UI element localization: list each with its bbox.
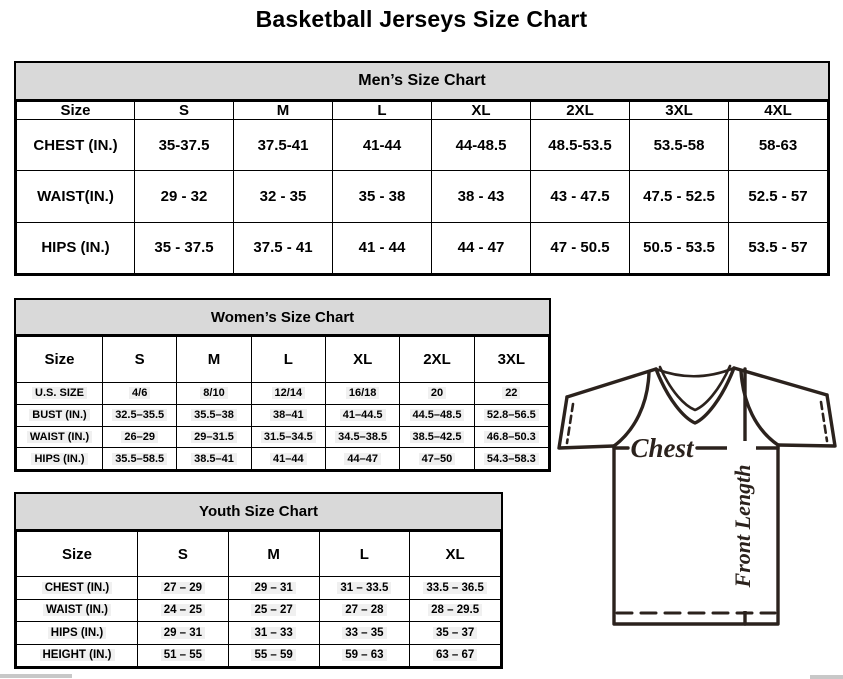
value-cell [234,222,333,273]
column-header-l: L [333,102,432,120]
value-cell [103,404,177,426]
value-cell [325,448,399,470]
row-label: HEIGHT (IN.) [40,649,115,661]
value-cell [410,577,501,600]
column-header-4xl: 4XL [729,102,828,120]
table-row [17,383,549,405]
value-cell [333,171,432,222]
mens-size-chart [14,61,830,276]
value-cell [228,622,319,645]
jersey-collar-top-arc [656,368,734,376]
value-cell [138,622,229,645]
value-cell [432,171,531,222]
value-text: 27 – 28 [342,604,386,616]
value-cell [531,222,630,273]
value-cell [135,120,234,171]
page-title: Basketball Jerseys Size Chart [255,6,588,32]
value-text: 33.5 – 36.5 [423,582,487,594]
value-text: 38–41 [270,409,307,421]
value-text: 34.5–38.5 [335,431,390,443]
row-label-cell [17,644,138,667]
jersey-left-shoulder [567,369,656,397]
value-text: 29 – 31 [251,582,295,594]
row-label: HIPS (IN.) [31,453,87,465]
value-cell [432,222,531,273]
value-cell [234,171,333,222]
value-text: 29 – 31 [161,627,205,639]
value-text: 53.5-58 [653,136,705,154]
column-header-xl: XL [410,532,501,577]
row-label-cell [17,383,103,405]
value-cell [228,644,319,667]
womens-size-chart-title: Women’s Size Chart [16,300,549,336]
row-label: CHEST (IN.) [33,136,118,154]
jersey-right-cuff-dashes [821,402,827,441]
value-cell [325,404,399,426]
column-header-xl: XL [432,102,531,120]
value-cell [228,577,319,600]
value-text: 48.5-53.5 [548,136,612,154]
size-header-row [17,102,828,120]
value-cell [319,622,410,645]
value-cell [410,644,501,667]
mens-size-chart-title: Men’s Size Chart [16,63,828,101]
row-label-cell [17,622,138,645]
value-text: 16/18 [346,387,380,399]
scrollbar-fragment-left [0,674,72,678]
table-row [17,577,501,600]
column-header-3xl: 3XL [474,337,548,383]
value-text: 41–44.5 [340,409,386,421]
column-header-m: M [177,337,251,383]
value-text: 31.5–34.5 [261,431,316,443]
value-cell [103,426,177,448]
row-label: WAIST (IN.) [43,604,111,616]
row-label-cell [17,171,135,222]
value-text: 47 - 50.5 [550,239,610,257]
row-label: HIPS (IN.) [48,627,106,639]
row-label: WAIST(IN.) [37,187,114,205]
chest-label: Chest [630,433,694,463]
value-text: 22 [502,387,520,399]
value-text: 33 – 35 [342,627,386,639]
womens-size-chart [14,298,551,472]
column-header-l: L [319,532,410,577]
row-label-cell [17,426,103,448]
value-text: 8/10 [200,387,227,399]
size-label-cell: Size [17,532,138,577]
row-label: U.S. SIZE [32,387,87,399]
value-text: 51 – 55 [161,649,205,661]
value-text: 59 – 63 [342,649,386,661]
row-label: CHEST (IN.) [42,582,113,594]
column-header-2xl: 2XL [400,337,474,383]
value-text: 54.3–58.3 [484,453,539,465]
value-text: 26–29 [121,431,158,443]
value-text: 41–44 [270,453,307,465]
value-cell [630,222,729,273]
value-cell [400,426,474,448]
value-cell [410,599,501,622]
value-cell [325,426,399,448]
size-label-cell: Size [17,102,135,120]
column-header-s: S [103,337,177,383]
row-label: BUST (IN.) [29,409,89,421]
value-cell [103,383,177,405]
value-cell [432,120,531,171]
value-text: 35.5–58.5 [112,453,167,465]
size-label-cell: Size [17,337,103,383]
youth-size-table [16,531,501,667]
value-cell [138,644,229,667]
value-text: 31 – 33 [251,627,295,639]
value-cell [474,383,548,405]
table-row [17,426,549,448]
value-cell [325,383,399,405]
value-cell [729,222,828,273]
column-header-3xl: 3XL [630,102,729,120]
value-text: 29 - 32 [160,187,208,205]
row-label-cell [17,222,135,273]
value-text: 38.5–42.5 [410,431,465,443]
jersey-left-cuff-dashes [567,404,573,443]
value-cell [630,171,729,222]
value-cell [251,426,325,448]
value-cell [177,404,251,426]
value-cell [333,120,432,171]
value-cell [251,404,325,426]
column-header-m: M [234,102,333,120]
value-text: 35.5–38 [191,409,237,421]
value-cell [251,383,325,405]
value-text: 41-44 [362,136,402,154]
value-cell [630,120,729,171]
value-text: 55 – 59 [251,649,295,661]
value-cell [410,622,501,645]
row-label-cell [17,599,138,622]
value-text: 32.5–35.5 [112,409,167,421]
youth-size-chart [14,492,503,669]
table-row [17,222,828,273]
front-length-label: Front Length [730,464,755,588]
value-text: 47–50 [419,453,456,465]
row-label-cell [17,448,103,470]
value-cell [319,599,410,622]
table-row [17,599,501,622]
value-cell [729,171,828,222]
value-cell [319,644,410,667]
value-cell [138,577,229,600]
size-header-row [17,337,549,383]
value-text: 44 - 47 [457,239,505,257]
value-text: 37.5 - 41 [253,239,313,257]
value-cell [177,383,251,405]
value-text: 63 – 67 [433,649,477,661]
value-text: 41 - 44 [358,239,406,257]
value-cell [400,404,474,426]
value-text: 50.5 - 53.5 [643,239,715,257]
column-header-s: S [135,102,234,120]
value-cell [531,120,630,171]
value-cell [333,222,432,273]
value-text: 31 – 33.5 [337,582,391,594]
value-text: 44-48.5 [455,136,507,154]
value-text: 24 – 25 [161,604,205,616]
value-cell [135,171,234,222]
value-cell [474,448,548,470]
value-text: 35-37.5 [158,136,210,154]
value-text: 35 - 38 [358,187,406,205]
value-text: 29–31.5 [191,431,237,443]
column-header-l: L [251,337,325,383]
row-label-cell [17,404,103,426]
value-text: 38 - 43 [457,187,505,205]
value-text: 47.5 - 52.5 [643,187,715,205]
value-text: 28 – 29.5 [428,604,482,616]
jersey-measurement-diagram [556,356,840,632]
value-text: 27 – 29 [161,582,205,594]
scrollbar-fragment-right [810,675,843,679]
row-label: HIPS (IN.) [41,239,110,257]
table-row [17,622,501,645]
youth-size-chart-title: Youth Size Chart [16,494,501,531]
value-cell [251,448,325,470]
value-text: 35 - 37.5 [154,239,214,257]
value-cell [474,426,548,448]
value-text: 35 – 37 [433,627,477,639]
value-text: 44.5–48.5 [410,409,465,421]
value-text: 20 [428,387,446,399]
value-cell [319,577,410,600]
value-text: 4/6 [129,387,150,399]
value-text: 37.5-41 [257,136,309,154]
table-row [17,120,828,171]
value-text: 58-63 [758,136,798,154]
row-label-cell [17,120,135,171]
value-cell [138,599,229,622]
value-text: 52.8–56.5 [484,409,539,421]
value-cell [135,222,234,273]
table-row [17,448,549,470]
value-text: 53.5 - 57 [748,239,808,257]
mens-size-table [16,101,828,274]
table-row [17,644,501,667]
value-cell [729,120,828,171]
value-text: 32 - 35 [259,187,307,205]
value-text: 12/14 [272,387,306,399]
value-cell [400,383,474,405]
value-cell [400,448,474,470]
value-cell [177,426,251,448]
value-text: 52.5 - 57 [748,187,808,205]
table-row [17,171,828,222]
column-header-s: S [138,532,229,577]
value-cell [474,404,548,426]
value-cell [234,120,333,171]
value-cell [103,448,177,470]
value-text: 43 - 47.5 [550,187,610,205]
table-row [17,404,549,426]
size-header-row [17,532,501,577]
column-header-xl: XL [325,337,399,383]
value-cell [177,448,251,470]
row-label-cell [17,577,138,600]
column-header-2xl: 2XL [531,102,630,120]
value-cell [228,599,319,622]
womens-size-table [16,336,549,470]
value-cell [531,171,630,222]
jersey-right-shoulder [734,368,827,395]
column-header-m: M [228,532,319,577]
value-text: 38.5–41 [191,453,237,465]
row-label: WAIST (IN.) [27,431,92,443]
value-text: 44–47 [344,453,381,465]
value-text: 25 – 27 [251,604,295,616]
value-text: 46.8–50.3 [484,431,539,443]
